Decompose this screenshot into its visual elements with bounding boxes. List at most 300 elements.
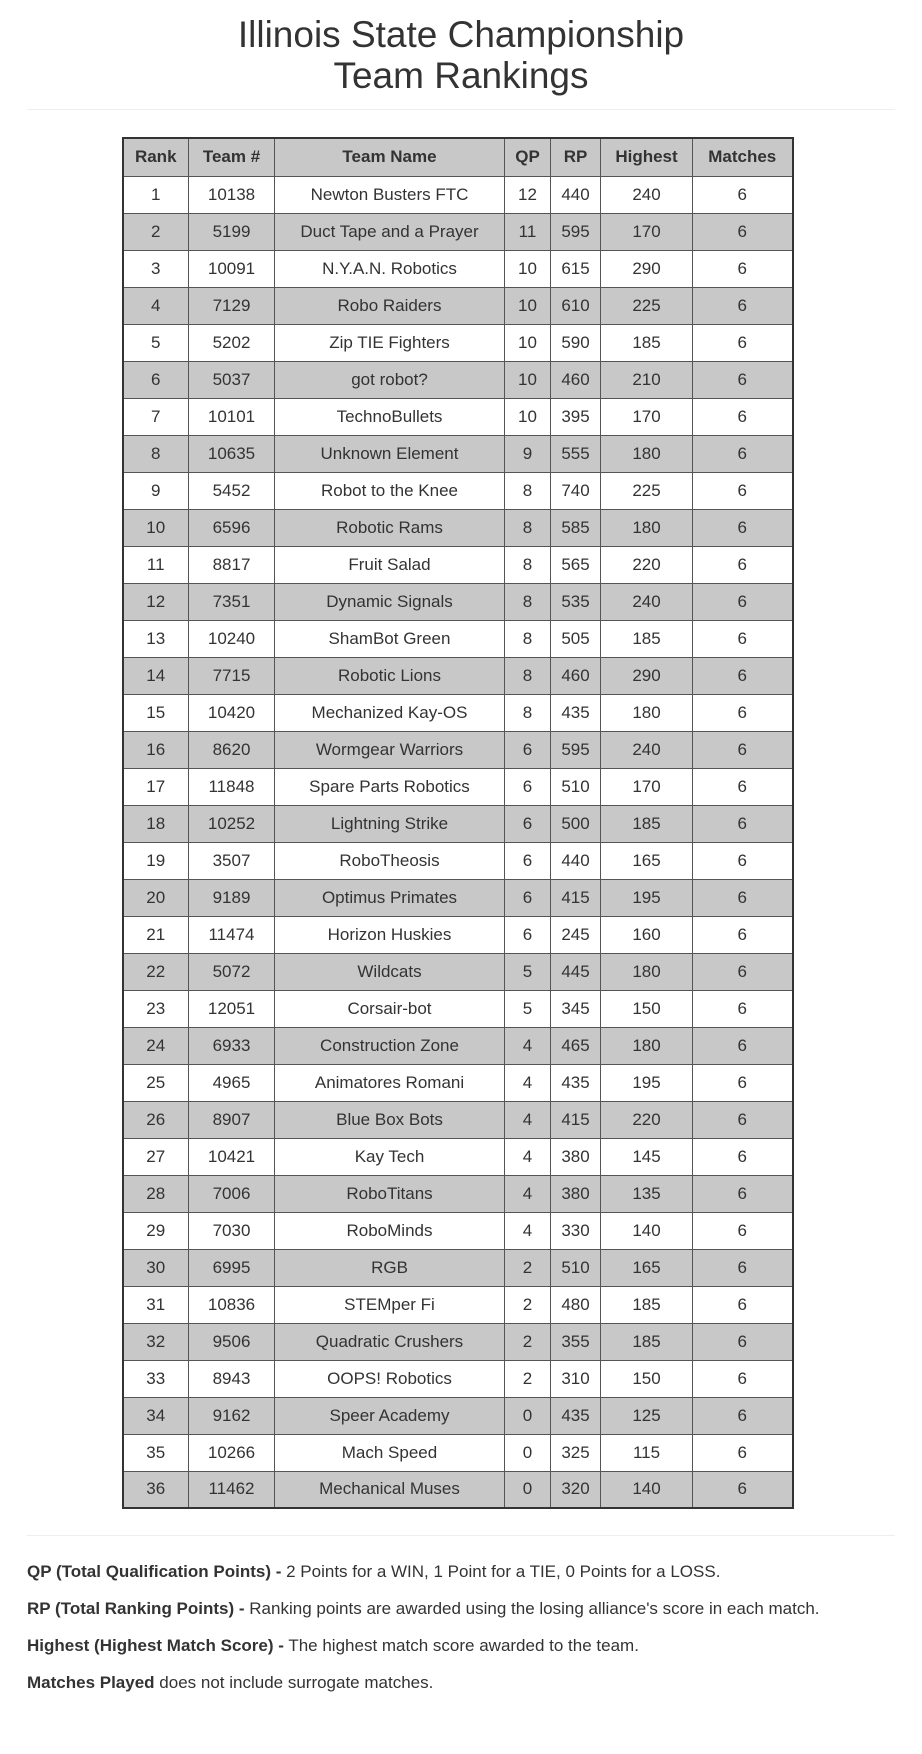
cell-highest: 290 <box>601 250 693 287</box>
cell-matches: 6 <box>693 1101 793 1138</box>
cell-matches: 6 <box>693 1286 793 1323</box>
cell-matches: 6 <box>693 435 793 472</box>
cell-qp: 12 <box>505 176 551 213</box>
cell-qp: 6 <box>505 731 551 768</box>
cell-matches: 6 <box>693 583 793 620</box>
cell-matches: 6 <box>693 1027 793 1064</box>
table-row <box>123 657 793 694</box>
legend-matches <box>27 1673 895 1693</box>
cell-matches: 6 <box>693 879 793 916</box>
cell-matches: 6 <box>693 213 793 250</box>
cell-matches: 6 <box>693 509 793 546</box>
cell-team-number: 9162 <box>189 1397 275 1434</box>
column-header-matches: Matches <box>693 138 793 176</box>
cell-team-name: Wormgear Warriors <box>275 731 505 768</box>
cell-matches: 6 <box>693 805 793 842</box>
cell-rank: 31 <box>123 1286 189 1323</box>
cell-rank: 23 <box>123 990 189 1027</box>
cell-highest: 240 <box>601 176 693 213</box>
legend-qp-description: 2 Points for a WIN, 1 Point for a TIE, 0 Points for a LOSS. <box>281 1562 721 1581</box>
cell-rank: 35 <box>123 1434 189 1471</box>
cell-team-name: RoboTheosis <box>275 842 505 879</box>
cell-rp: 510 <box>551 1249 601 1286</box>
cell-team-number: 10420 <box>189 694 275 731</box>
cell-qp: 8 <box>505 620 551 657</box>
cell-rank: 7 <box>123 398 189 435</box>
cell-matches: 6 <box>693 1323 793 1360</box>
cell-rp: 380 <box>551 1138 601 1175</box>
cell-rank: 14 <box>123 657 189 694</box>
table-row <box>123 1323 793 1360</box>
column-header-rank: Rank <box>123 138 189 176</box>
cell-rank: 22 <box>123 953 189 990</box>
cell-highest: 180 <box>601 694 693 731</box>
table-row <box>123 546 793 583</box>
table-row <box>123 1027 793 1064</box>
cell-team-name: Optimus Primates <box>275 879 505 916</box>
cell-highest: 170 <box>601 398 693 435</box>
cell-team-number: 10252 <box>189 805 275 842</box>
cell-rp: 535 <box>551 583 601 620</box>
cell-team-name: Robotic Rams <box>275 509 505 546</box>
table-row <box>123 287 793 324</box>
table-row <box>123 583 793 620</box>
cell-highest: 145 <box>601 1138 693 1175</box>
cell-rp: 380 <box>551 1175 601 1212</box>
cell-matches: 6 <box>693 1212 793 1249</box>
column-header-team-name: Team Name <box>275 138 505 176</box>
cell-qp: 6 <box>505 879 551 916</box>
table-row <box>123 213 793 250</box>
cell-rank: 29 <box>123 1212 189 1249</box>
cell-rank: 18 <box>123 805 189 842</box>
cell-rp: 465 <box>551 1027 601 1064</box>
table-row <box>123 768 793 805</box>
table-row <box>123 842 793 879</box>
cell-team-number: 7006 <box>189 1175 275 1212</box>
cell-team-name: Newton Busters FTC <box>275 176 505 213</box>
cell-qp: 10 <box>505 287 551 324</box>
cell-qp: 6 <box>505 805 551 842</box>
cell-matches: 6 <box>693 398 793 435</box>
cell-matches: 6 <box>693 361 793 398</box>
page-subtitle: Team Rankings <box>333 55 589 96</box>
cell-team-name: Speer Academy <box>275 1397 505 1434</box>
cell-matches: 6 <box>693 472 793 509</box>
cell-highest: 195 <box>601 1064 693 1101</box>
cell-team-number: 9189 <box>189 879 275 916</box>
legend-rp-term: RP (Total Ranking Points) - <box>27 1599 245 1618</box>
cell-team-number: 4965 <box>189 1064 275 1101</box>
cell-qp: 11 <box>505 213 551 250</box>
cell-team-name: Mechanized Kay-OS <box>275 694 505 731</box>
legend <box>27 1536 895 1693</box>
table-row <box>123 435 793 472</box>
cell-team-name: Wildcats <box>275 953 505 990</box>
table-row <box>123 620 793 657</box>
cell-qp: 10 <box>505 398 551 435</box>
cell-team-number: 6596 <box>189 509 275 546</box>
table-row <box>123 953 793 990</box>
cell-team-number: 7129 <box>189 287 275 324</box>
table-row <box>123 1434 793 1471</box>
cell-matches: 6 <box>693 768 793 805</box>
cell-highest: 185 <box>601 805 693 842</box>
cell-highest: 225 <box>601 287 693 324</box>
cell-team-name: OOPS! Robotics <box>275 1360 505 1397</box>
cell-qp: 0 <box>505 1471 551 1508</box>
cell-rp: 510 <box>551 768 601 805</box>
column-header-highest: Highest <box>601 138 693 176</box>
cell-team-name: got robot? <box>275 361 505 398</box>
cell-rank: 32 <box>123 1323 189 1360</box>
cell-rp: 355 <box>551 1323 601 1360</box>
cell-rank: 15 <box>123 694 189 731</box>
cell-rank: 33 <box>123 1360 189 1397</box>
cell-rank: 20 <box>123 879 189 916</box>
cell-rank: 9 <box>123 472 189 509</box>
cell-highest: 140 <box>601 1212 693 1249</box>
cell-team-name: STEMper Fi <box>275 1286 505 1323</box>
cell-rp: 415 <box>551 1101 601 1138</box>
cell-team-name: Spare Parts Robotics <box>275 768 505 805</box>
cell-rp: 415 <box>551 879 601 916</box>
legend-matches-description: does not include surrogate matches. <box>154 1673 434 1692</box>
cell-highest: 185 <box>601 1323 693 1360</box>
table-row <box>123 509 793 546</box>
cell-highest: 220 <box>601 1101 693 1138</box>
cell-qp: 10 <box>505 361 551 398</box>
cell-team-number: 8907 <box>189 1101 275 1138</box>
table-row <box>123 916 793 953</box>
table-row <box>123 1249 793 1286</box>
cell-qp: 5 <box>505 990 551 1027</box>
cell-rank: 21 <box>123 916 189 953</box>
cell-rp: 555 <box>551 435 601 472</box>
cell-team-number: 10421 <box>189 1138 275 1175</box>
cell-highest: 180 <box>601 1027 693 1064</box>
cell-team-number: 12051 <box>189 990 275 1027</box>
cell-rp: 445 <box>551 953 601 990</box>
cell-team-number: 8817 <box>189 546 275 583</box>
cell-rp: 245 <box>551 916 601 953</box>
cell-rank: 25 <box>123 1064 189 1101</box>
cell-matches: 6 <box>693 1434 793 1471</box>
cell-team-name: Mechanical Muses <box>275 1471 505 1508</box>
cell-rp: 440 <box>551 842 601 879</box>
cell-highest: 135 <box>601 1175 693 1212</box>
cell-highest: 180 <box>601 953 693 990</box>
cell-team-number: 11474 <box>189 916 275 953</box>
cell-rp: 395 <box>551 398 601 435</box>
cell-highest: 240 <box>601 731 693 768</box>
cell-matches: 6 <box>693 1064 793 1101</box>
cell-team-name: Blue Box Bots <box>275 1101 505 1138</box>
cell-qp: 10 <box>505 324 551 361</box>
cell-team-name: Kay Tech <box>275 1138 505 1175</box>
table-row <box>123 250 793 287</box>
table-row <box>123 1471 793 1508</box>
legend-qp <box>27 1562 895 1582</box>
column-header-qp: QP <box>505 138 551 176</box>
cell-matches: 6 <box>693 990 793 1027</box>
column-header-team-number: Team # <box>189 138 275 176</box>
cell-team-name: RGB <box>275 1249 505 1286</box>
cell-qp: 2 <box>505 1249 551 1286</box>
table-row <box>123 1175 793 1212</box>
cell-qp: 8 <box>505 657 551 694</box>
table-row <box>123 1360 793 1397</box>
cell-matches: 6 <box>693 1397 793 1434</box>
cell-team-number: 8943 <box>189 1360 275 1397</box>
cell-qp: 9 <box>505 435 551 472</box>
cell-matches: 6 <box>693 620 793 657</box>
cell-qp: 4 <box>505 1138 551 1175</box>
cell-rp: 595 <box>551 213 601 250</box>
cell-team-name: Corsair-bot <box>275 990 505 1027</box>
cell-team-name: N.Y.A.N. Robotics <box>275 250 505 287</box>
table-row <box>123 361 793 398</box>
cell-qp: 10 <box>505 250 551 287</box>
cell-rank: 34 <box>123 1397 189 1434</box>
cell-highest: 165 <box>601 1249 693 1286</box>
cell-team-name: Robot to the Knee <box>275 472 505 509</box>
cell-team-number: 6995 <box>189 1249 275 1286</box>
cell-team-number: 3507 <box>189 842 275 879</box>
cell-team-name: Animatores Romani <box>275 1064 505 1101</box>
cell-rp: 585 <box>551 509 601 546</box>
legend-rp-description: Ranking points are awarded using the losing alliance's score in each match. <box>244 1599 820 1618</box>
cell-rp: 460 <box>551 361 601 398</box>
cell-highest: 165 <box>601 842 693 879</box>
cell-team-number: 7351 <box>189 583 275 620</box>
cell-matches: 6 <box>693 731 793 768</box>
cell-matches: 6 <box>693 1471 793 1508</box>
cell-highest: 160 <box>601 916 693 953</box>
cell-team-name: Horizon Huskies <box>275 916 505 953</box>
cell-team-number: 11462 <box>189 1471 275 1508</box>
legend-highest-term: Highest (Highest Match Score) - <box>27 1636 284 1655</box>
cell-team-number: 5452 <box>189 472 275 509</box>
cell-rp: 325 <box>551 1434 601 1471</box>
cell-qp: 2 <box>505 1286 551 1323</box>
table-row <box>123 1397 793 1434</box>
cell-qp: 4 <box>505 1027 551 1064</box>
cell-team-name: Unknown Element <box>275 435 505 472</box>
cell-highest: 170 <box>601 768 693 805</box>
cell-team-number: 10266 <box>189 1434 275 1471</box>
cell-qp: 8 <box>505 472 551 509</box>
cell-rank: 12 <box>123 583 189 620</box>
cell-team-number: 8620 <box>189 731 275 768</box>
cell-matches: 6 <box>693 1360 793 1397</box>
legend-qp-term: QP (Total Qualification Points) - <box>27 1562 282 1581</box>
cell-rp: 435 <box>551 1397 601 1434</box>
cell-rank: 3 <box>123 250 189 287</box>
cell-team-name: Robo Raiders <box>275 287 505 324</box>
cell-highest: 140 <box>601 1471 693 1508</box>
cell-team-number: 5072 <box>189 953 275 990</box>
cell-team-name: Zip TIE Fighters <box>275 324 505 361</box>
cell-team-name: Duct Tape and a Prayer <box>275 213 505 250</box>
cell-qp: 0 <box>505 1434 551 1471</box>
cell-highest: 210 <box>601 361 693 398</box>
cell-team-number: 5202 <box>189 324 275 361</box>
cell-highest: 185 <box>601 1286 693 1323</box>
cell-rank: 4 <box>123 287 189 324</box>
table-row <box>123 990 793 1027</box>
cell-rp: 480 <box>551 1286 601 1323</box>
cell-rank: 26 <box>123 1101 189 1138</box>
column-header-rp: RP <box>551 138 601 176</box>
table-body <box>123 176 793 1508</box>
cell-highest: 290 <box>601 657 693 694</box>
cell-matches: 6 <box>693 176 793 213</box>
cell-qp: 8 <box>505 583 551 620</box>
legend-highest <box>27 1636 895 1656</box>
cell-rank: 10 <box>123 509 189 546</box>
table-row <box>123 694 793 731</box>
cell-rank: 24 <box>123 1027 189 1064</box>
table-row <box>123 1101 793 1138</box>
cell-team-name: Robotic Lions <box>275 657 505 694</box>
cell-highest: 180 <box>601 435 693 472</box>
cell-rank: 19 <box>123 842 189 879</box>
table-row <box>123 472 793 509</box>
legend-matches-term: Matches Played <box>27 1673 155 1692</box>
cell-rp: 310 <box>551 1360 601 1397</box>
table-row <box>123 1064 793 1101</box>
page-header <box>27 0 895 109</box>
cell-highest: 115 <box>601 1434 693 1471</box>
table-row <box>123 879 793 916</box>
cell-team-number: 9506 <box>189 1323 275 1360</box>
cell-team-number: 10138 <box>189 176 275 213</box>
cell-team-name: RoboTitans <box>275 1175 505 1212</box>
cell-qp: 2 <box>505 1360 551 1397</box>
cell-matches: 6 <box>693 953 793 990</box>
table-row <box>123 805 793 842</box>
cell-highest: 125 <box>601 1397 693 1434</box>
cell-matches: 6 <box>693 1175 793 1212</box>
cell-qp: 4 <box>505 1101 551 1138</box>
cell-highest: 150 <box>601 1360 693 1397</box>
cell-highest: 225 <box>601 472 693 509</box>
cell-team-name: Dynamic Signals <box>275 583 505 620</box>
table-row <box>123 731 793 768</box>
cell-matches: 6 <box>693 324 793 361</box>
cell-team-number: 7715 <box>189 657 275 694</box>
cell-qp: 6 <box>505 768 551 805</box>
cell-qp: 8 <box>505 694 551 731</box>
cell-rp: 505 <box>551 620 601 657</box>
cell-qp: 6 <box>505 842 551 879</box>
cell-team-name: Fruit Salad <box>275 546 505 583</box>
cell-team-name: Quadratic Crushers <box>275 1323 505 1360</box>
cell-qp: 5 <box>505 953 551 990</box>
cell-matches: 6 <box>693 287 793 324</box>
cell-rank: 2 <box>123 213 189 250</box>
cell-highest: 170 <box>601 213 693 250</box>
cell-highest: 180 <box>601 509 693 546</box>
rankings-table-container <box>27 110 895 1509</box>
cell-team-number: 10836 <box>189 1286 275 1323</box>
cell-rank: 30 <box>123 1249 189 1286</box>
cell-matches: 6 <box>693 1138 793 1175</box>
cell-rp: 590 <box>551 324 601 361</box>
cell-highest: 185 <box>601 620 693 657</box>
cell-highest: 185 <box>601 324 693 361</box>
cell-team-number: 5037 <box>189 361 275 398</box>
cell-rp: 330 <box>551 1212 601 1249</box>
cell-rp: 740 <box>551 472 601 509</box>
cell-team-name: RoboMinds <box>275 1212 505 1249</box>
page-title: Illinois State Championship <box>237 14 685 55</box>
cell-highest: 240 <box>601 583 693 620</box>
cell-highest: 150 <box>601 990 693 1027</box>
cell-rp: 345 <box>551 990 601 1027</box>
cell-team-name: TechnoBullets <box>275 398 505 435</box>
cell-rp: 435 <box>551 1064 601 1101</box>
cell-matches: 6 <box>693 1249 793 1286</box>
cell-team-number: 10091 <box>189 250 275 287</box>
cell-matches: 6 <box>693 657 793 694</box>
cell-qp: 8 <box>505 509 551 546</box>
cell-qp: 8 <box>505 546 551 583</box>
cell-matches: 6 <box>693 694 793 731</box>
cell-rank: 11 <box>123 546 189 583</box>
cell-team-number: 10101 <box>189 398 275 435</box>
cell-rank: 13 <box>123 620 189 657</box>
legend-highest-description: The highest match score awarded to the team. <box>283 1636 639 1655</box>
cell-team-name: ShamBot Green <box>275 620 505 657</box>
table-row <box>123 398 793 435</box>
cell-rp: 565 <box>551 546 601 583</box>
cell-rank: 27 <box>123 1138 189 1175</box>
cell-matches: 6 <box>693 916 793 953</box>
table-row <box>123 1138 793 1175</box>
cell-team-name: Mach Speed <box>275 1434 505 1471</box>
cell-rank: 1 <box>123 176 189 213</box>
cell-rank: 6 <box>123 361 189 398</box>
cell-rp: 435 <box>551 694 601 731</box>
cell-rp: 615 <box>551 250 601 287</box>
cell-rank: 28 <box>123 1175 189 1212</box>
cell-team-number: 11848 <box>189 768 275 805</box>
cell-qp: 2 <box>505 1323 551 1360</box>
cell-matches: 6 <box>693 546 793 583</box>
cell-qp: 4 <box>505 1212 551 1249</box>
cell-team-number: 5199 <box>189 213 275 250</box>
cell-rp: 320 <box>551 1471 601 1508</box>
cell-rank: 36 <box>123 1471 189 1508</box>
cell-rank: 17 <box>123 768 189 805</box>
cell-highest: 195 <box>601 879 693 916</box>
cell-matches: 6 <box>693 842 793 879</box>
table-row <box>123 176 793 213</box>
table-row <box>123 1286 793 1323</box>
cell-rp: 500 <box>551 805 601 842</box>
cell-rp: 595 <box>551 731 601 768</box>
cell-rank: 5 <box>123 324 189 361</box>
legend-rp <box>27 1599 895 1619</box>
cell-qp: 4 <box>505 1175 551 1212</box>
cell-team-number: 10635 <box>189 435 275 472</box>
table-row <box>123 324 793 361</box>
cell-rp: 460 <box>551 657 601 694</box>
cell-qp: 0 <box>505 1397 551 1434</box>
cell-highest: 220 <box>601 546 693 583</box>
